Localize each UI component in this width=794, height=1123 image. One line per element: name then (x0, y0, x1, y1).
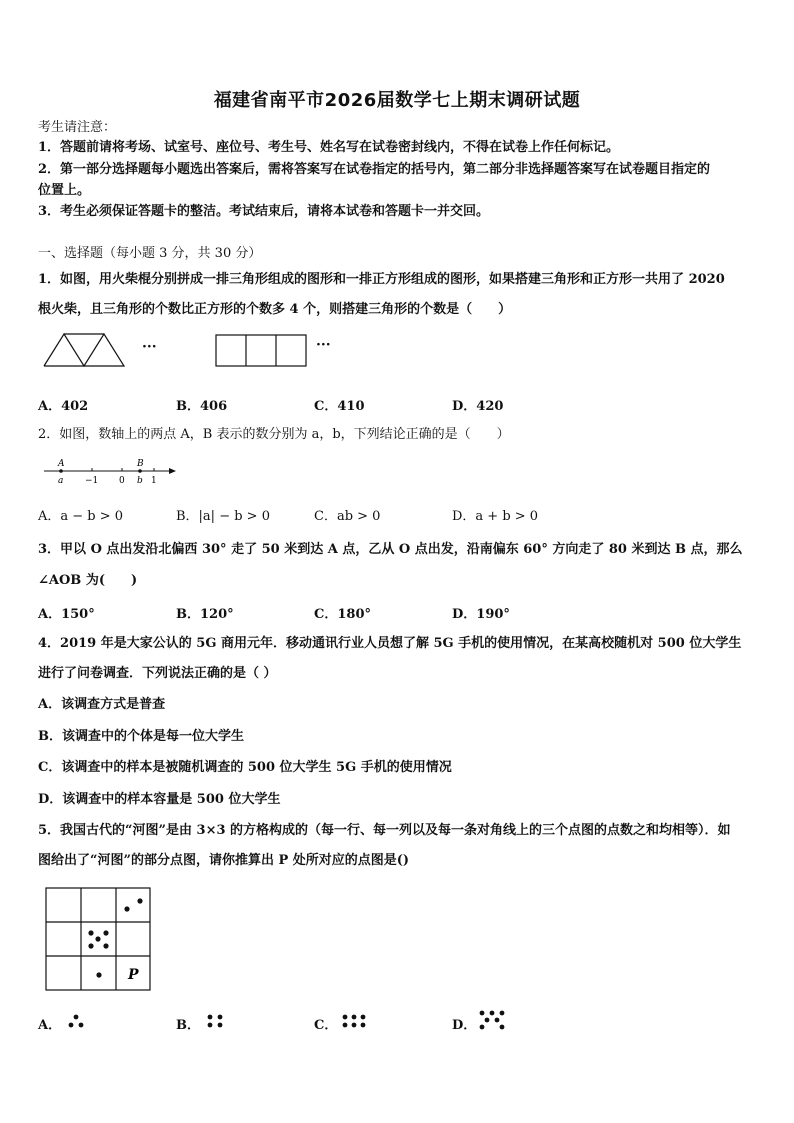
dot (500, 1025, 505, 1030)
q5-option-d[interactable]: D． (452, 1018, 477, 1033)
notice-item-3: 3．考生必须保证答题卡的整洁。考试结束后，请将本试卷和答题卡一并交回。 (38, 204, 490, 219)
q1-text-line1: 1．如图，用火柴棍分别拼成一排三角形组成的图形和一排正方形组成的图形，如果搭建三角形和正方形一共用了 2020 (38, 272, 725, 287)
q3-text-line1: 3．甲以 O 点出发沿北偏西 30° 走了 50 米到达 A 点，乙从 O 点出发，沿南偏东 60° 方向走了 80 米到达 B 点，那么 (38, 542, 743, 557)
dot (495, 1018, 500, 1023)
dot (74, 1015, 79, 1020)
q4-text-line1: 4．2019 年是大家公认的 5G 商用元年．移动通讯行业人员想了解 5G 手机的使用情况，在某高校随机对 500 位大学生 (38, 636, 742, 651)
q3-option-b[interactable]: B．120° (176, 607, 234, 622)
q4-option-a[interactable]: A．该调查方式是普查 (38, 697, 166, 712)
dot (352, 1015, 357, 1020)
label-point-a: A (58, 459, 65, 469)
dot (218, 1023, 223, 1028)
q5-option-b[interactable]: B． (176, 1018, 200, 1033)
dot (95, 936, 100, 941)
q5-option-b-dots[interactable] (205, 1012, 227, 1030)
q2-option-b[interactable]: B．|a| − b > 0 (176, 509, 270, 524)
dot (343, 1023, 348, 1028)
dot (96, 972, 101, 977)
label-var-b: b (137, 476, 143, 486)
dot (88, 930, 93, 935)
label-zero: 0 (119, 476, 125, 486)
q1-option-c[interactable]: C．410 (314, 399, 365, 414)
notice-item-2-cont: 位置上。 (38, 183, 91, 198)
q1-text-line2: 根火柴，且三角形的个数比正方形的个数多 4 个，则搭建三角形的个数是（ ） (38, 302, 512, 317)
q5-text-line2: 图给出了“河图”的部分点图，请你推算出 P 处所对应的点图是() (38, 853, 410, 868)
label-one: 1 (151, 476, 157, 486)
q5-option-a-dots[interactable] (66, 1012, 88, 1030)
q1-option-a[interactable]: A．402 (38, 399, 89, 414)
number-line-arrow (169, 468, 176, 474)
q4-option-d[interactable]: D．该调查中的样本容量是 500 位大学生 (38, 792, 281, 807)
dot (480, 1025, 485, 1030)
section-heading: 一、选择题（每小题 3 分，共 30 分） (38, 246, 262, 261)
dot (103, 943, 108, 948)
dot (343, 1015, 348, 1020)
hetu-grid (44, 886, 154, 994)
squares-outline (216, 335, 306, 366)
dot (88, 943, 93, 948)
dot (79, 1023, 84, 1028)
dot (485, 1018, 490, 1023)
q5-option-d-dots[interactable] (478, 1009, 506, 1031)
dot (361, 1015, 366, 1020)
q3-option-d[interactable]: D．190° (452, 607, 510, 622)
q1-option-d[interactable]: D．420 (452, 399, 504, 414)
dot (137, 898, 142, 903)
dot (500, 1011, 505, 1016)
q5-option-a[interactable]: A． (38, 1018, 62, 1033)
label-minus-1: −1 (85, 476, 99, 486)
q1-option-b[interactable]: B．406 (176, 399, 228, 414)
dot (69, 1023, 74, 1028)
notice-item-1: 1．答题前请将考场、试室号、座位号、考生号、姓名写在试卷密封线内，不得在试卷上作任何标记。 (38, 140, 620, 155)
label-point-b: B (137, 459, 144, 469)
dot (208, 1023, 213, 1028)
q4-option-c[interactable]: C．该调查中的样本是被随机调查的 500 位大学生 5G 手机的使用情况 (38, 760, 452, 775)
dot (490, 1011, 495, 1016)
q3-option-c[interactable]: C．180° (314, 607, 371, 622)
grid-label-p: P (128, 967, 139, 983)
squares-ellipsis: ··· (316, 337, 331, 353)
dot (352, 1023, 357, 1028)
q4-option-b[interactable]: B．该调查中的个体是每一位大学生 (38, 729, 244, 744)
point-b (138, 469, 142, 473)
label-var-a: a (58, 476, 64, 486)
point-a (59, 469, 63, 473)
q4-text-line2: 进行了问卷调查．下列说法正确的是（ ） (38, 666, 277, 681)
q2-option-a[interactable]: A．a − b > 0 (38, 509, 124, 524)
q2-option-d[interactable]: D．a + b > 0 (452, 509, 539, 524)
number-line (40, 456, 180, 488)
dot (361, 1023, 366, 1028)
q2-text: 2．如图，数轴上的两点 A，B 表示的数分别为 a，b，下列结论正确的是（ ） (38, 427, 510, 442)
q3-option-a[interactable]: A．150° (38, 607, 95, 622)
page-title: 福建省南平市2026届数学七上期末调研试题 (213, 90, 581, 111)
dot (218, 1015, 223, 1020)
q5-text-line1: 5．我国古代的“河图”是由 3×3 的方格构成的（每一行、每一列以及每一条对角线上的三个点图的点数之和均相等）．如 (38, 823, 731, 838)
dot (103, 930, 108, 935)
notice-heading: 考生请注意： (38, 120, 117, 135)
notice-item-2: 2．第一部分选择题每小题选出答案后，需将答案写在试卷指定的括号内，第二部分非选择题答案写在试卷题目指定的 (38, 162, 711, 177)
dot (480, 1011, 485, 1016)
triangles-ellipsis: ··· (142, 339, 157, 355)
triangle-row (44, 334, 124, 366)
q3-text-line2: ∠AOB 为( ) (38, 573, 138, 588)
squares-figure (214, 333, 310, 369)
dot (208, 1015, 213, 1020)
q5-option-c-dots[interactable] (340, 1012, 370, 1030)
q2-option-c[interactable]: C．ab > 0 (314, 509, 381, 524)
triangles-figure (40, 330, 180, 370)
dot (124, 906, 129, 911)
q5-option-c[interactable]: C． (314, 1018, 338, 1033)
